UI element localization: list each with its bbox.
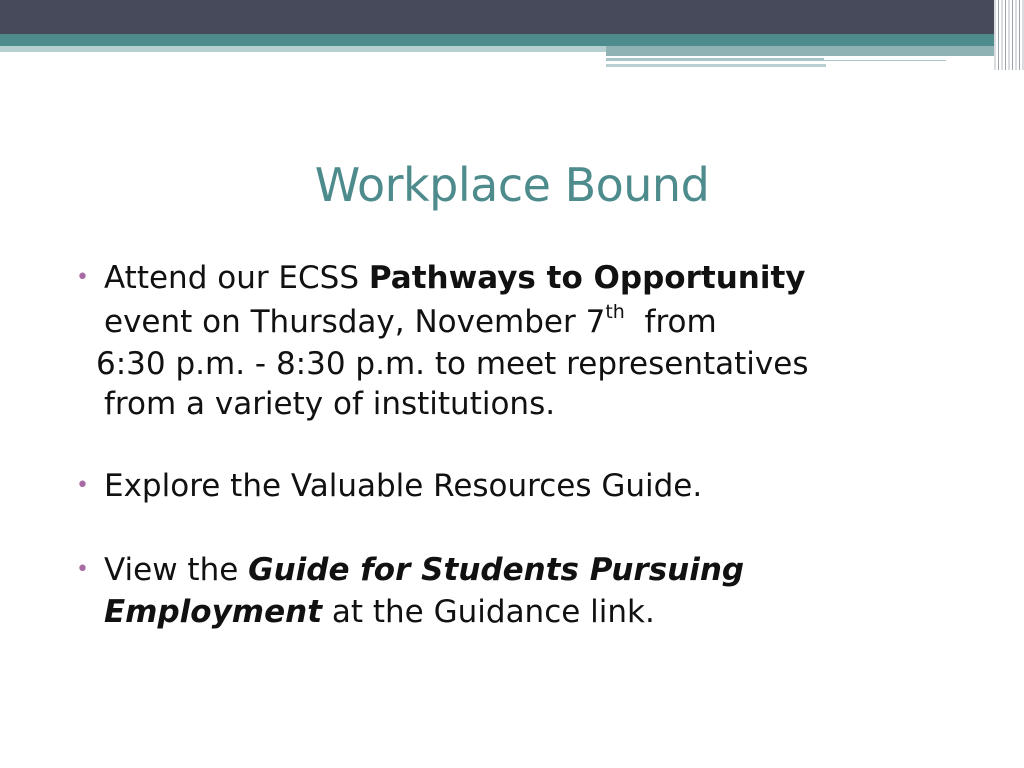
bullet-text: Explore the Valuable Resources Guide.	[104, 468, 703, 504]
header-white-accent	[824, 56, 948, 60]
bullet-line	[104, 300, 976, 344]
event-name: Pathways to Opportunity	[368, 260, 806, 296]
bullet-line	[104, 592, 976, 632]
bullet-line: from a variety of institutions.	[104, 386, 556, 422]
header-stripes-decoration	[994, 0, 1024, 70]
slide-title: Workplace Bound	[314, 158, 710, 212]
bullet-item-pathways	[76, 256, 976, 424]
bullet-text: from	[624, 304, 717, 340]
header-thin-line-2	[606, 64, 826, 67]
header-teal-bar	[0, 34, 1024, 46]
guide-title: Guide for Students Pursuing	[248, 552, 745, 588]
bullet-dot-icon: •	[76, 557, 89, 582]
bullet-line	[104, 256, 976, 300]
header-dark-bar	[0, 0, 1024, 34]
header-light-bar-right	[606, 46, 1024, 56]
bullet-item-resources	[76, 464, 976, 508]
bullet-text: Attend our ECSS	[104, 260, 369, 296]
bullet-text: View the	[104, 552, 249, 588]
slide-body	[76, 256, 976, 672]
bullet-text: at the Guidance link.	[322, 594, 655, 630]
bullet-line: 6:30 p.m. - 8:30 p.m. to meet representatives	[96, 346, 809, 382]
guide-title: Employment	[104, 594, 323, 630]
ordinal-suffix: th	[605, 301, 625, 323]
bullet-dot-icon: •	[76, 473, 89, 498]
header-light-bar-left	[0, 46, 606, 52]
bullet-line	[104, 548, 976, 592]
bullet-item-guide	[76, 548, 976, 632]
bullet-dot-icon: •	[76, 265, 89, 290]
bullet-text: event on Thursday, November 7	[104, 304, 606, 340]
